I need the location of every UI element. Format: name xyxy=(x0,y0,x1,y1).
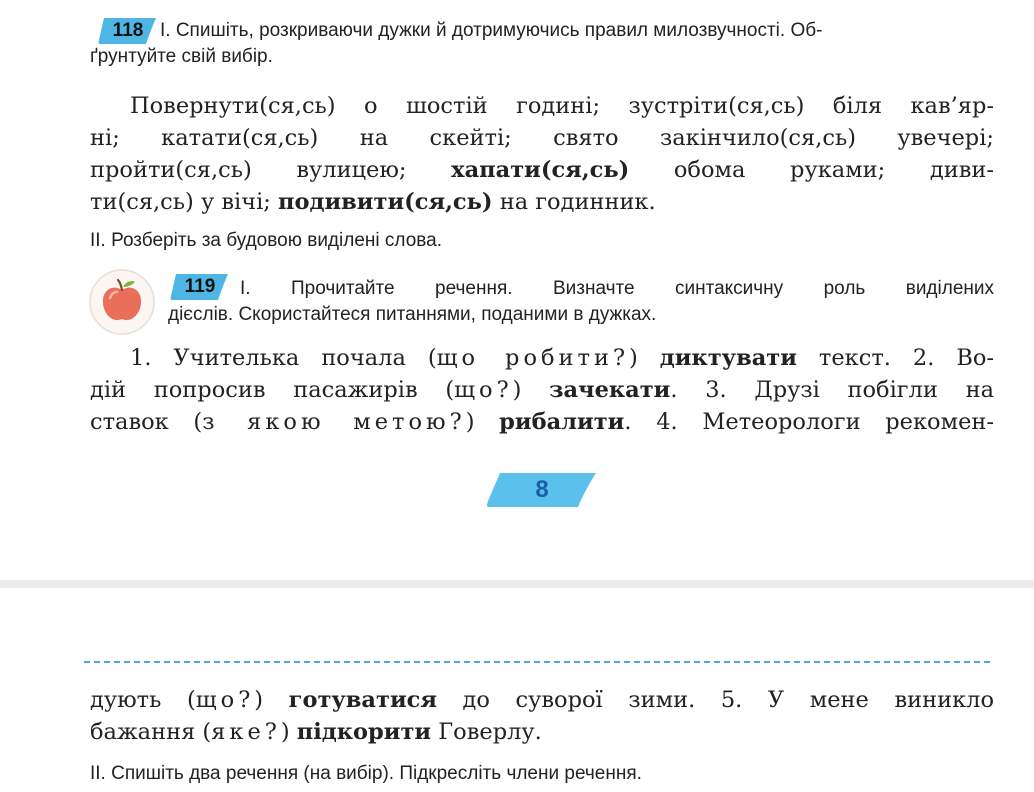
highlighted-word: підкорити xyxy=(296,719,432,745)
exercise-text-continued xyxy=(90,684,994,748)
highlighted-word: подивити(ся,сь) xyxy=(278,189,493,215)
exercise-number-badge: 119 xyxy=(170,272,230,302)
exercise-task: ІІ. Розберіть за будовою виділені слова. xyxy=(90,230,442,251)
page-separator xyxy=(0,580,1034,588)
highlighted-word: диктувати xyxy=(659,345,797,371)
highlighted-word: готуватися xyxy=(288,687,437,713)
page-number: 8 xyxy=(535,476,549,503)
text-line: дують (що?) готуватися до суворої зими. 5. У мене виникло xyxy=(90,687,995,713)
page-number-badge xyxy=(486,470,598,510)
text-line: ставок (з якою метою?) рибалити. 4. Метеорологи рекомен- xyxy=(90,409,994,435)
exercise-instruction-cont: дієслів. Скористайтеся питаннями, поданими в дужках. xyxy=(168,304,657,325)
text-line: 1. Учителька почала (що робити?) диктувати текст. 2. Во- xyxy=(130,345,994,371)
exercise-instruction: І. Спишіть, розкриваючи дужки й дотримуючись правил милозвучності. Об- xyxy=(160,20,823,41)
highlighted-word: хапати(ся,сь) xyxy=(451,157,630,183)
highlighted-word: рибалити xyxy=(499,409,625,435)
text-line: дій попросив пасажирів (що?) зачекати. 3. Друзі побігли на xyxy=(90,377,995,403)
exercise-instruction: І. Прочитайте речення. Визначте синтаксичну роль виділених xyxy=(240,278,994,299)
text-line: ти(ся,сь) у вічі; подивити(ся,сь) на годинник. xyxy=(90,189,656,215)
exercise-instruction-cont: ґрунтуйте свій вибір. xyxy=(90,46,273,67)
exercise-text xyxy=(90,90,994,218)
text-line: ні; катати(ся,сь) на скейті; свято закінчило(ся,сь) увечері; xyxy=(90,125,994,151)
exercise-number-badge: 118 xyxy=(98,16,158,46)
text-line: бажання (яке?) підкорити Говерлу. xyxy=(90,719,542,745)
text-line: пройти(ся,сь) вулицею; хапати(ся,сь) обома руками; диви- xyxy=(90,157,994,183)
exercise-task: ІІ. Спишіть два речення (на вибір). Підкресліть члени речення. xyxy=(90,763,642,784)
text-line: Повернути(ся,сь) о шостій годині; зустріти(ся,сь) біля кав’яр- xyxy=(130,93,994,119)
apple-icon xyxy=(88,268,156,336)
highlighted-word: зачекати xyxy=(549,377,671,403)
dashed-divider xyxy=(84,661,990,663)
exercise-text xyxy=(90,342,994,438)
